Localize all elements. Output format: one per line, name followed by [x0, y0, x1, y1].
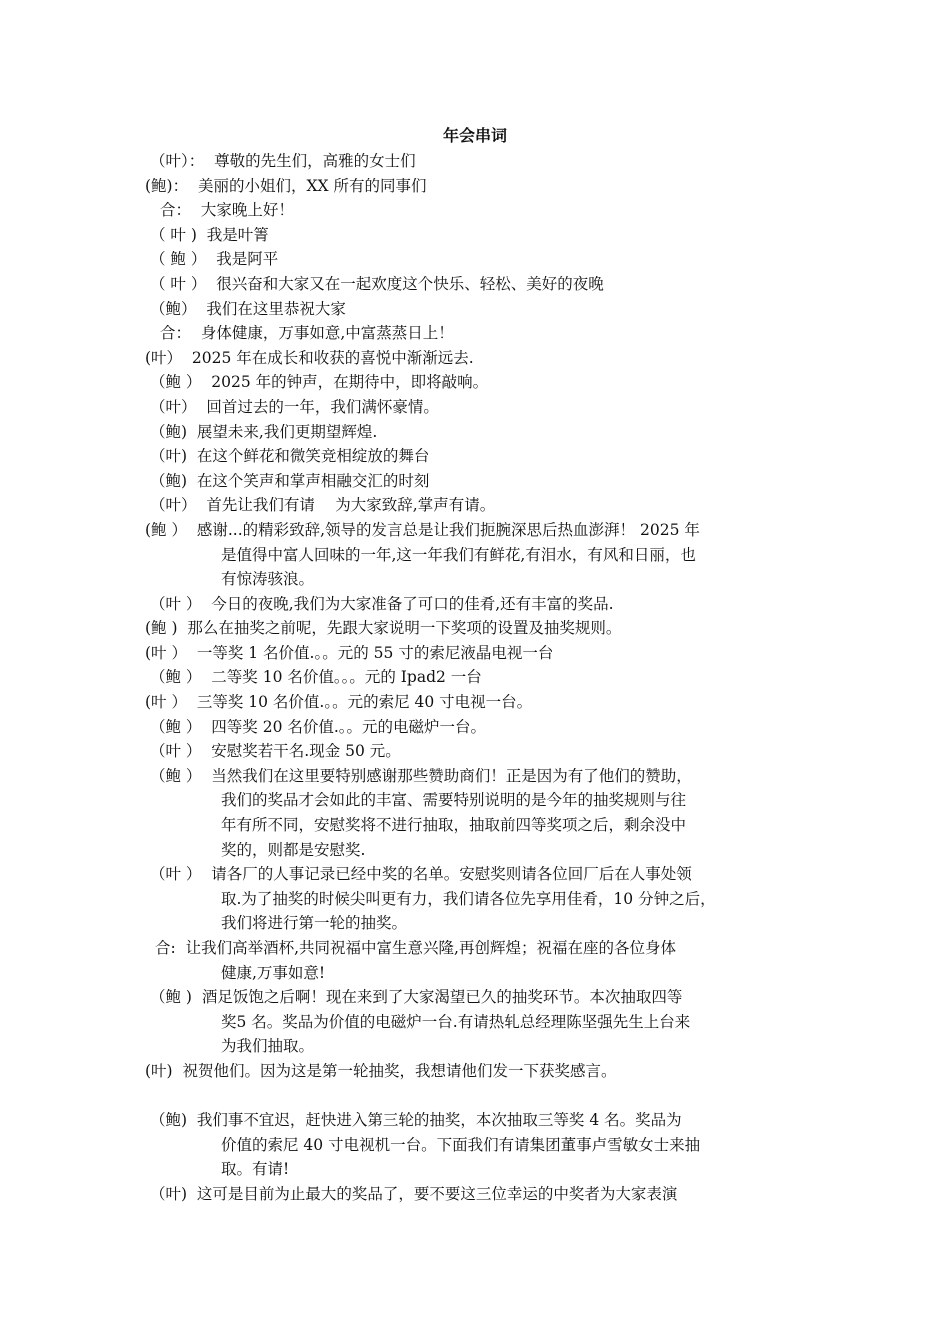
line-text: 二等奖 10 名价值。。。元的 Ipad2 一台: [211, 668, 482, 687]
speaker-tag: (叶）: [145, 348, 183, 367]
script-line: [0, 641, 950, 666]
speaker-tag: （鲍 ）: [150, 373, 202, 392]
line-text: 回首过去的一年，我们满怀豪情。: [206, 397, 439, 416]
line-text: 三等奖 10 名价值.。。元的索尼 40 寸电视一台。: [196, 693, 533, 712]
script-line-continuation: [0, 961, 950, 986]
speaker-tag: （叶 ）: [150, 594, 202, 613]
line-text: 展望未来,我们更期望辉煌.: [196, 422, 378, 441]
line-text: 我们的奖品才会如此的丰富、需要特别说明的是今年的抽奖规则与往: [221, 791, 687, 810]
script-line: [0, 247, 950, 272]
script-line-continuation: [0, 1133, 950, 1158]
script-line: [0, 985, 950, 1010]
script-line: [0, 149, 950, 174]
line-text: 我们将进行第一轮的抽奖。: [221, 914, 408, 933]
line-text: 感谢...的精彩致辞,领导的发言总是让我们扼腕深思后热血澎湃！ 2025 年: [196, 520, 700, 539]
script-line: [0, 1059, 950, 1084]
line-text: 我是叶箐: [206, 225, 269, 244]
line-text: 2025 年的钟声，在期待中，即将敲响。: [211, 373, 489, 392]
script-line: [0, 174, 950, 199]
script-line: [0, 469, 950, 494]
speaker-tag: （鲍 ）: [150, 668, 202, 687]
line-text: 是值得中富人回味的一年,这一年我们有鲜花,有泪水，有风和日丽，也: [221, 545, 696, 564]
script-lines: [0, 149, 950, 1207]
speaker-tag: 合：: [160, 324, 192, 343]
script-line: [0, 420, 950, 445]
line-text: 当然我们在这里要特别感谢那些赞助商们！正是因为有了他们的赞助，: [211, 766, 692, 785]
script-line: [0, 297, 950, 322]
line-text: 奖的，则都是安慰奖.: [221, 840, 366, 859]
script-line: [0, 936, 950, 961]
line-text: 那么在抽奖之前呢，先跟大家说明一下奖项的设置及抽奖规则。: [187, 619, 622, 638]
script-line-continuation: [0, 1157, 950, 1182]
line-text: 我们事不宜迟，赶快进入第三轮的抽奖，本次抽取三等奖 4 名。奖品为: [196, 1111, 682, 1130]
script-line: [0, 198, 950, 223]
line-text: 美丽的小姐们，XX 所有的同事们: [197, 176, 427, 195]
line-text: 请各厂的人事记录已经中奖的名单。安慰奖则请各位回厂后在人事处领: [211, 865, 692, 884]
speaker-tag: （鲍 ）: [150, 717, 202, 736]
speaker-tag: （鲍）: [150, 299, 197, 318]
script-line: [0, 346, 950, 371]
speaker-tag: （鲍): [150, 422, 188, 441]
script-line-continuation: [0, 543, 950, 568]
line-text: 在这个笑声和掌声相融交汇的时刻: [196, 471, 430, 490]
line-text: 这可是目前为止最大的奖品了，要不要这三位幸运的中奖者为大家表演: [196, 1184, 678, 1203]
script-line: [0, 592, 950, 617]
document-title: 年会串词: [442, 126, 507, 145]
line-text: 取.为了抽奖的时候尖叫更有力，我们请各位先享用佳肴，10 分钟之后，: [221, 889, 716, 908]
speaker-tag: （叶): [150, 1184, 188, 1203]
line-text: 健康,万事如意!: [221, 963, 326, 982]
script-line: [0, 370, 950, 395]
speaker-tag: （鲍): [150, 471, 188, 490]
script-line: [0, 665, 950, 690]
line-text: 很兴奋和大家又在一起欢度这个快乐、轻松、美好的夜晚: [216, 274, 604, 293]
script-line-continuation: [0, 788, 950, 813]
script-line: [0, 715, 950, 740]
speaker-tag: (叶 ）: [145, 643, 187, 662]
line-text: 祝贺他们。因为这是第一轮抽奖，我想请他们发一下获奖感言。: [182, 1061, 617, 1080]
speaker-tag: (鲍 ）: [145, 520, 187, 539]
speaker-tag: （ 鲍 ）: [150, 250, 207, 269]
speaker-tag: （ 叶 ): [150, 225, 197, 244]
script-line: [0, 223, 950, 248]
speaker-tag: (叶): [145, 1061, 173, 1080]
line-text: 身体健康，万事如意,中富蒸蒸日上！: [200, 324, 454, 343]
speaker-tag: （叶）：: [150, 152, 205, 170]
line-text: 一等奖 1 名价值.。。元的 55 寸的索尼液晶电视一台: [196, 643, 554, 662]
script-line: [0, 444, 950, 469]
line-text: 大家晚上好！: [200, 201, 294, 220]
script-line: [0, 739, 950, 764]
speaker-tag: (鲍 ): [145, 619, 178, 638]
speaker-tag: （鲍): [150, 1111, 188, 1130]
script-line-continuation: [0, 838, 950, 863]
speaker-tag: (叶 ）: [145, 693, 187, 712]
script-line: [0, 272, 950, 297]
line-text: 我们在这里恭祝大家: [206, 299, 346, 318]
script-line-continuation: [0, 1010, 950, 1035]
script-line: [0, 1108, 950, 1133]
speaker-tag: 合：: [160, 201, 192, 220]
line-text: 年有所不同，安慰奖将不进行抽取，抽取前四等奖项之后，剩余没中: [221, 816, 687, 835]
script-line-continuation: [0, 887, 950, 912]
script-line: [0, 1182, 950, 1207]
script-line-continuation: [0, 911, 950, 936]
line-text: 2025 年在成长和收获的喜悦中渐渐远去.: [191, 348, 474, 367]
line-text: 酒足饭饱之后啊！现在来到了大家渴望已久的抽奖环节。本次抽取四等: [201, 988, 683, 1007]
speaker-tag: (鲍)：: [145, 176, 189, 195]
script-line-continuation: [0, 567, 950, 592]
line-text: 四等奖 20 名价值.。。元的电磁炉一台。: [211, 717, 487, 736]
speaker-tag: （叶 ）: [150, 742, 202, 761]
line-text: 取。有请!: [221, 1160, 290, 1179]
script-line: [0, 321, 950, 346]
line-text: 有惊涛骇浪。: [221, 570, 315, 589]
speaker-tag: （鲍 ): [150, 988, 192, 1007]
script-line: [0, 395, 950, 420]
speaker-tag: （鲍 ）: [150, 766, 202, 785]
speaker-tag: （叶）: [150, 496, 197, 515]
speaker-tag: （叶): [150, 447, 188, 466]
line-text: 安慰奖若干名.现金 50 元。: [211, 742, 401, 761]
blank-line: [0, 1084, 950, 1109]
line-text: 今日的夜晚,我们为大家准备了可口的佳肴,还有丰富的奖品.: [211, 594, 614, 613]
script-line: [0, 493, 950, 518]
script-line: [0, 862, 950, 887]
line-text: 为我们抽取。: [221, 1037, 315, 1056]
speaker-tag: 合:: [155, 939, 176, 957]
script-line: [0, 764, 950, 789]
script-line: [0, 616, 950, 641]
line-text: 我是阿平: [216, 250, 279, 269]
line-text: 让我们高举酒杯,共同祝福中富生意兴隆,再创辉煌；祝福在座的各位身体: [185, 939, 676, 957]
line-text: 尊敬的先生们，高雅的女士们: [214, 152, 416, 170]
script-line: [0, 690, 950, 715]
line-text: 首先让我们有请 为大家致辞,掌声有请。: [206, 496, 496, 515]
script-line-continuation: [0, 1034, 950, 1059]
script-line-continuation: [0, 813, 950, 838]
line-text: 价值的索尼 40 寸电视机一台。下面我们有请集团董事卢雪敏女士来抽: [221, 1135, 701, 1154]
speaker-tag: （叶 ）: [150, 865, 202, 884]
line-text: 奖5 名。奖品为价值的电磁炉一台.有请热轧总经理陈坚强先生上台来: [221, 1012, 691, 1031]
script-line: [0, 518, 950, 543]
speaker-tag: （ 叶 ）: [150, 274, 207, 293]
speaker-tag: （叶）: [150, 397, 197, 416]
line-text: 在这个鲜花和微笑竞相绽放的舞台: [196, 447, 430, 466]
